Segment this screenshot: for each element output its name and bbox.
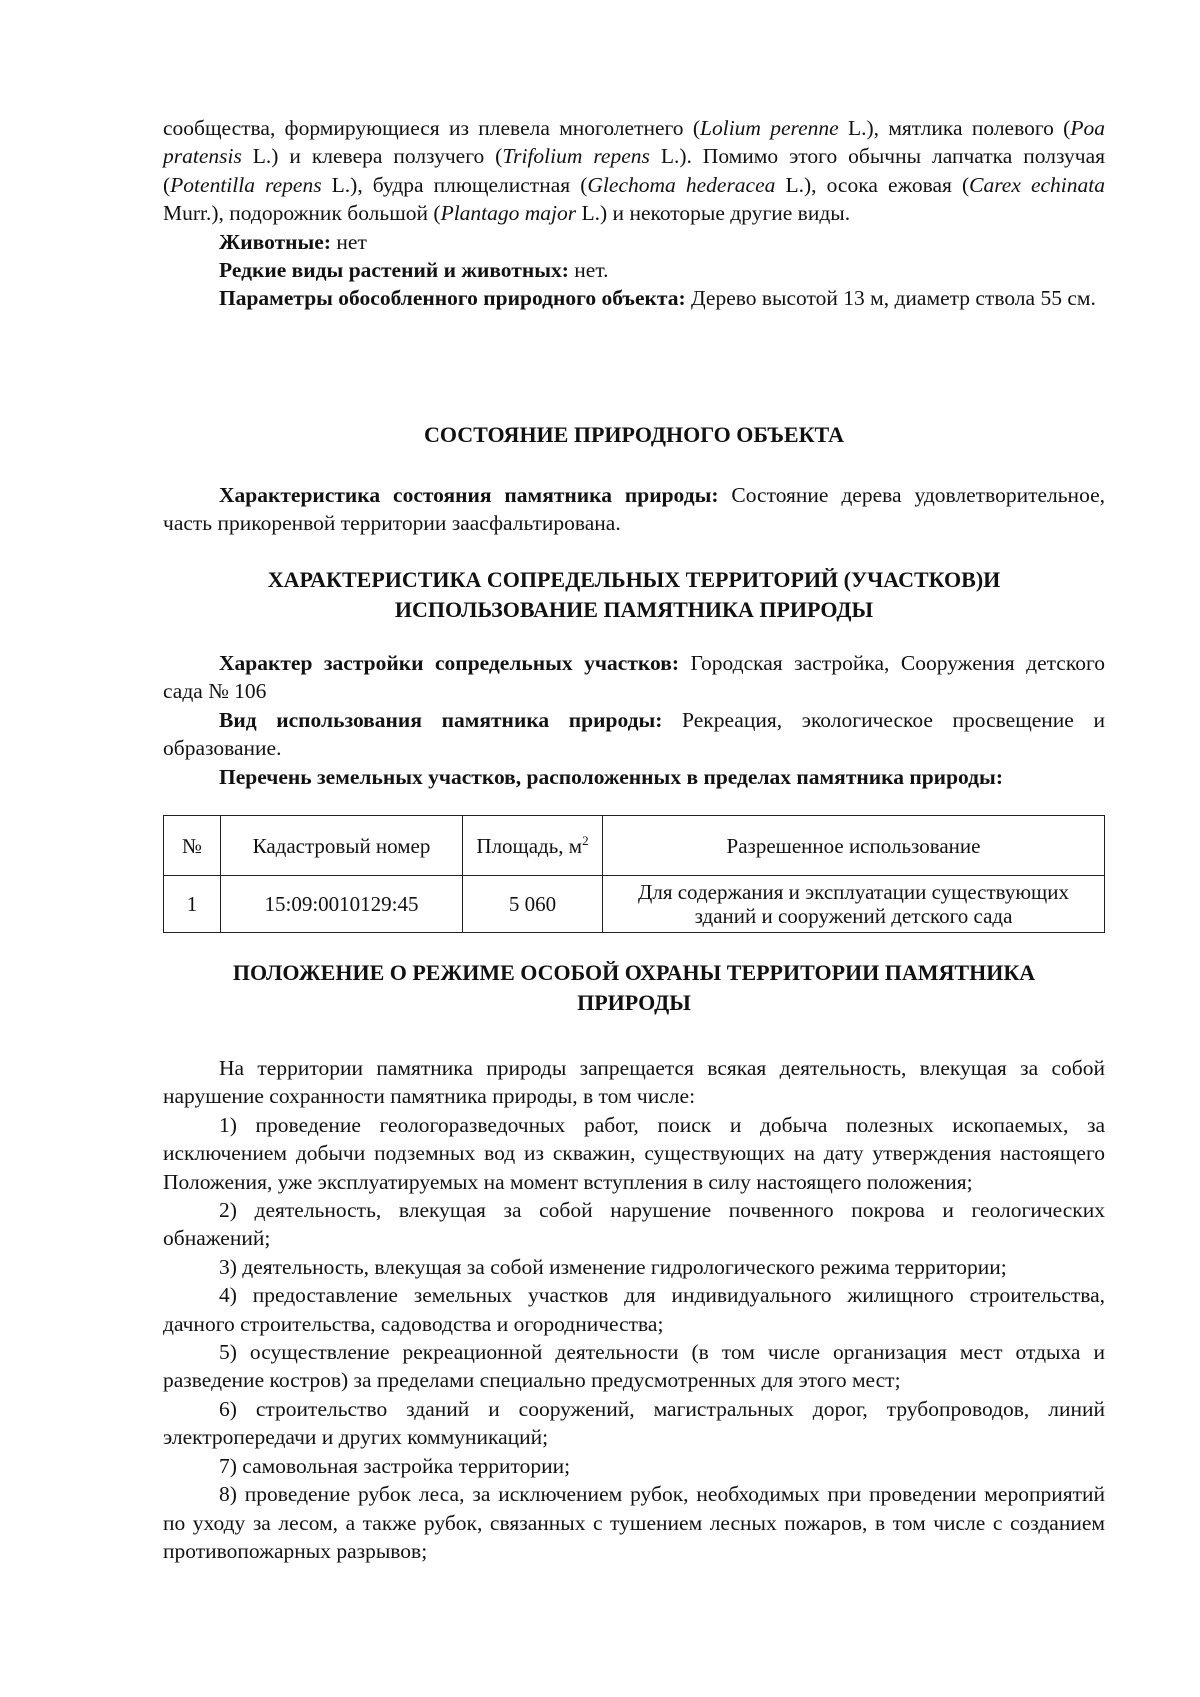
animals-line: Животные: нет	[219, 229, 367, 254]
prohibition-item: 2) деятельность, влекущая за собой нарушение почвенного покрова и геологических обнажений;	[163, 1198, 1105, 1251]
species-latin: Carex echinata	[969, 172, 1105, 197]
prohibition-item: 8) проведение рубок леса, за исключением рубок, необходимых при проведении мероприятий по уходу за лесом, а также рубок, связанных с тушением лесных пожаров, в том числе с созданием противопожарных разрывов;	[163, 1482, 1105, 1563]
header-permitted-use: Разрешенное использование	[603, 816, 1105, 876]
vegetation-paragraph: сообщества, формирующиеся из плевела многолетнего (Lolium perenne L.), мятлика полевого (Poa pratensis L.) и клевера ползучего (Trifolium repens L.). Помимо этого обычны лапчатка ползучая (Potentilla repens L.), будра плющелистная (Glechoma hederacea L.), осока ежовая (Carex echinata Murr.), подорожник большой (Plantago major L.) и некоторые другие виды.	[163, 116, 1105, 226]
prohibition-item: 7) самовольная застройка территории;	[219, 1453, 571, 1478]
section-heading-state: СОСТОЯНИЕ ПРИРОДНОГО ОБЪЕКТА	[424, 422, 844, 447]
state-paragraph: Характеристика состояния памятника природы: Состояние дерева удовлетворительное, часть прикоренвой территории заасфальтирована.	[163, 483, 1105, 536]
cell-permitted-use: Для содержания и эксплуатации существующих зданий и сооружений детского сада	[603, 876, 1105, 933]
species-latin: Plantago major	[440, 201, 577, 226]
parameters-paragraph: Параметры обособленного природного объекта: Дерево высотой 13 м, диаметр ствола 55 см.	[219, 286, 1096, 311]
rare-species-line: Редкие виды растений и животных: нет.	[219, 258, 609, 283]
land-plots-table	[163, 815, 1105, 933]
header-cadastral: Кадастровый номер	[221, 816, 463, 876]
section-heading-regime: ПОЛОЖЕНИЕ О РЕЖИМЕ ОСОБОЙ ОХРАНЫ ТЕРРИТОРИИ ПАМЯТНИКА ПРИРОДЫ	[232, 960, 1036, 1015]
development-paragraph: Характер застройки сопредельных участков: Городская застройка, Сооружения детского сада № 106	[163, 651, 1105, 704]
section-heading-adjacent: ХАРАКТЕРИСТИКА СОПРЕДЕЛЬНЫХ ТЕРРИТОРИЙ (УЧАСТКОВ)И ИСПОЛЬЗОВАНИЕ ПАМЯТНИКА ПРИРОДЫ	[267, 567, 1001, 622]
species-latin: Lolium perenne	[700, 116, 839, 140]
species-latin: Glechoma hederacea	[587, 172, 776, 197]
regime-heading	[163, 958, 1105, 1018]
land-list-label: Перечень земельных участков, расположенных в пределах памятника природы:	[219, 764, 1003, 789]
state-text	[163, 481, 1105, 538]
header-number: №	[164, 816, 221, 876]
cell-number: 1	[164, 876, 221, 933]
state-section	[163, 420, 1105, 450]
vegetation-section	[163, 114, 1105, 313]
prohibition-item: 3) деятельность, влекущая за собой изменение гидрологического режима территории;	[219, 1254, 1007, 1279]
table-row	[164, 876, 1105, 933]
species-latin: Poa pratensis	[163, 116, 1105, 169]
prohibition-item: 5) осуществление рекреационной деятельности (в том числе организация мест отдыха и разведение костров) за пределами специально предусмотренных для этого мест;	[163, 1340, 1105, 1393]
prohibition-item: 1) проведение геологоразведочных работ, поиск и добыча полезных ископаемых, за исключением добычи подземных вод из скважин, существующих на дату утверждения настоящего Положения, уже эксплуатируемых на момент вступления в силу настоящего положения;	[163, 1112, 1105, 1194]
regime-intro: На территории памятника природы запрещается всякая деятельность, влекущая за собой нарушение сохранности памятника природы, в том числе:	[163, 1056, 1105, 1109]
header-area: Площадь, $м^2$	[463, 816, 603, 876]
adjacent-heading	[163, 565, 1105, 625]
cell-cadastral: 15:09:0010129:45	[221, 876, 463, 933]
cell-area: 5 060	[463, 876, 603, 933]
adjacent-text	[163, 649, 1105, 791]
species-latin: Trifolium repens	[502, 144, 650, 169]
prohibition-item: 4) предоставление земельных участков для индивидуального жилищного строительства, дачного строительства, садоводства и огородничества;	[163, 1283, 1105, 1336]
prohibition-item: 6) строительство зданий и сооружений, магистральных дорог, трубопроводов, линий электропередачи и других коммуникаций;	[163, 1396, 1105, 1450]
species-latin: Potentilla repens	[170, 172, 322, 197]
table-header-row	[164, 816, 1105, 876]
regime-text	[163, 1054, 1105, 1565]
usage-paragraph: Вид использования памятника природы: Рекреация, экологическое просвещение и образование.	[163, 707, 1105, 761]
